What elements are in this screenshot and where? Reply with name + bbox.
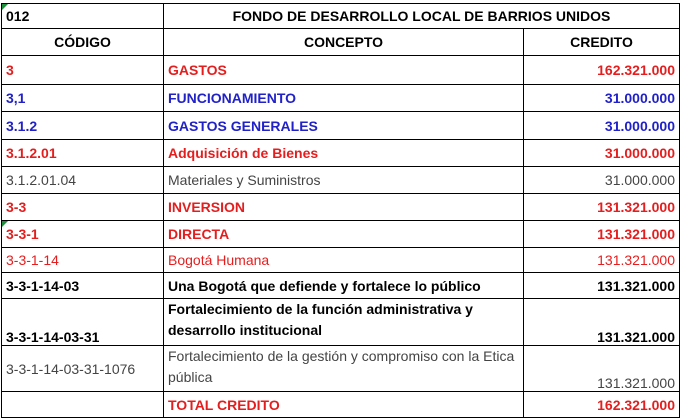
code-cell[interactable]: 3-3 (2, 194, 164, 221)
table-row (2, 112, 680, 140)
title-row (2, 4, 680, 29)
concept-cell[interactable]: Materiales y Suministros (164, 167, 524, 194)
table-title-cell[interactable]: FONDO DE DESARROLLO LOCAL DE BARRIOS UNIDOS (164, 4, 680, 29)
concept-cell[interactable]: GASTOS GENERALES (164, 112, 524, 140)
table-row (2, 140, 680, 167)
table-row (2, 299, 680, 346)
table-row (2, 346, 680, 392)
credit-cell[interactable]: 162.321.000 (524, 56, 680, 85)
credit-cell[interactable]: 31.000.000 (524, 112, 680, 140)
concept-cell[interactable]: DIRECTA (164, 221, 524, 248)
credit-cell[interactable]: 131.321.000 (524, 346, 680, 392)
table-row (2, 273, 680, 299)
table-row (2, 167, 680, 194)
total-label-cell[interactable]: TOTAL CREDITO (164, 392, 524, 418)
concept-cell[interactable]: Fortalecimiento de la gestión y compromiso con la Etica pública (164, 346, 524, 392)
table-row (2, 85, 680, 112)
concept-cell[interactable]: Adquisición de Bienes (164, 140, 524, 167)
code-cell[interactable]: 3,1 (2, 85, 164, 112)
code-cell[interactable]: 3.1.2 (2, 112, 164, 140)
code-cell[interactable]: 3-3-1-14-03-31-1076 (2, 346, 164, 392)
credit-cell[interactable]: 31.000.000 (524, 167, 680, 194)
credit-cell[interactable]: 131.321.000 (524, 194, 680, 221)
table-row (2, 221, 680, 248)
concept-cell[interactable]: Bogotá Humana (164, 248, 524, 273)
credit-cell[interactable]: 31.000.000 (524, 140, 680, 167)
credit-cell[interactable]: 131.321.000 (524, 299, 680, 346)
table-row (2, 248, 680, 273)
header-credit-cell[interactable]: CREDITO (524, 29, 680, 56)
code-cell[interactable]: 3.1.2.01 (2, 140, 164, 167)
code-cell[interactable]: 3-3-1-14 (2, 248, 164, 273)
credit-cell[interactable]: 131.321.000 (524, 273, 680, 299)
credit-cell[interactable]: 31.000.000 (524, 85, 680, 112)
header-concept-cell[interactable]: CONCEPTO (164, 29, 524, 56)
credit-cell[interactable]: 131.321.000 (524, 248, 680, 273)
column-header-row (2, 29, 680, 56)
code-cell[interactable]: 3-3-1-14-03-31 (2, 299, 164, 346)
entity-code-cell[interactable]: 012 (2, 4, 164, 29)
credit-cell[interactable]: 131.321.000 (524, 221, 680, 248)
header-code-cell[interactable]: CÓDIGO (2, 29, 164, 56)
code-cell[interactable]: 3-3-1-14-03 (2, 273, 164, 299)
concept-cell[interactable]: Fortalecimiento de la función administrativa y desarrollo institucional (164, 299, 524, 346)
concept-cell[interactable]: INVERSION (164, 194, 524, 221)
code-cell[interactable]: 3-3-1 (2, 221, 164, 248)
code-cell[interactable]: 3.1.2.01.04 (2, 167, 164, 194)
concept-cell[interactable]: GASTOS (164, 56, 524, 85)
code-cell[interactable]: 3 (2, 56, 164, 85)
total-credit-cell[interactable]: 162.321.000 (524, 392, 680, 418)
concept-cell[interactable]: FUNCIONAMIENTO (164, 85, 524, 112)
table-row (2, 56, 680, 85)
budget-table (1, 3, 680, 418)
table-row (2, 194, 680, 221)
concept-cell[interactable]: Una Bogotá que defiende y fortalece lo público (164, 273, 524, 299)
